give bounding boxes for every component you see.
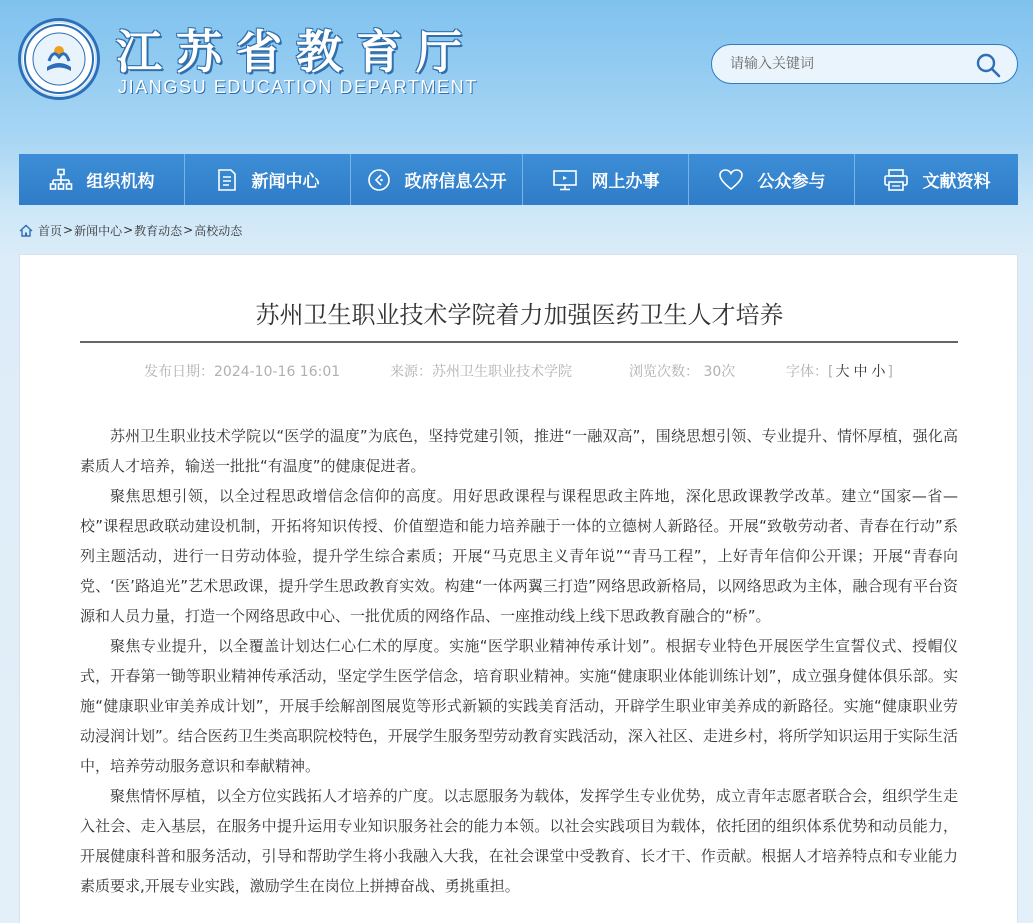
article-paragraph: 聚焦思想引领，以全过程思政增信念信仰的高度。用好思政课程与课程思政主阵地，深化思政课教学改革。建立“国家—省—校”课程思政联动建设机制，开拓将知识传授、价值塑造和能力培养融于一体的立德树人新路径。开展“致敬劳动者、青春在行动”系列主题活动，进行一日劳动体验，提升学生综合素质；开展“马克思主义青年说”“青马工程”，上好青年信仰公开课；开展“青春向党、‘医’路追光”艺术思政课，提升学生思政教育实效。构建“一体两翼三打造”网络思政新格局，以网络思政为主体，融合现有平台资源和人员力量，打造一个网络思政中心、一批优质的网络作品、一座推动线上线下思政教育融合的“桥”。 (80, 487, 958, 625)
nav-item-news[interactable] (185, 154, 351, 205)
breadcrumb (19, 222, 242, 238)
info-disclosure-icon (367, 168, 391, 192)
nav-item-label: 新闻中心 (251, 172, 320, 192)
breadcrumb-university-news[interactable]: 高校动态 (194, 223, 243, 238)
home-icon (19, 224, 33, 237)
nav-item-organization[interactable] (19, 154, 185, 205)
article-panel (19, 254, 1018, 923)
site-logo[interactable] (18, 18, 100, 100)
site-title: 江苏省教育厅 (116, 25, 476, 79)
font-large-button[interactable]: 大 (835, 364, 850, 380)
article-paragraph: 聚焦专业提升，以全覆盖计划达仁心仁术的厚度。实施“医学职业精神传承计划”。根据专业特色开展医学生宣誓仪式、授帽仪式，开春第一锄等职业精神传承活动，坚定学生医学信念，培育职业精神。实施“健康职业体能训练计划”，成立强身健体俱乐部。实施“健康职业审美养成计划”，开展手绘解剖图展览等形式新颖的实践美育活动，开辟学生职业审美养成的新路径。实施“健康职业劳动浸润计划”。结合医药卫生类高职院校特色，开展学生服务型劳动教育实践活动，深入社区、走进乡村，将所学知识运用于实际生活中，培养劳动服务意识和奉献精神。 (80, 637, 958, 775)
breadcrumb-separator: > (183, 223, 194, 237)
breadcrumb-home[interactable]: 首页 (38, 223, 63, 238)
nav-item-label: 网上办事 (591, 172, 660, 192)
breadcrumb-news-center[interactable]: 新闻中心 (74, 223, 123, 238)
view-count: 浏览次数： 30次 (629, 364, 736, 380)
site-subtitle: JIANGSU EDUCATION DEPARTMENT (118, 77, 478, 97)
nav-item-label: 公众参与 (757, 172, 826, 192)
article-title: 苏州卫生职业技术学院着力加强医药卫生人才培养 (255, 301, 784, 329)
printer-icon (883, 168, 909, 192)
education-emblem-icon (21, 21, 97, 97)
org-chart-icon (49, 168, 73, 192)
news-document-icon (216, 168, 238, 192)
heart-icon (718, 168, 744, 192)
article-body (80, 421, 958, 901)
nav-item-documents[interactable] (855, 154, 1018, 205)
nav-item-label: 组织机构 (86, 172, 155, 192)
search-icon[interactable] (975, 52, 1001, 78)
font-bracket-open: [ (828, 364, 834, 380)
site-header (0, 0, 1033, 150)
font-bracket-close: ] (887, 364, 893, 380)
nav-item-label: 文献资料 (922, 172, 991, 192)
search-input[interactable] (730, 45, 970, 83)
nav-item-online-services[interactable] (523, 154, 689, 205)
monitor-icon (552, 168, 578, 192)
nav-item-label: 政府信息公开 (404, 172, 507, 192)
title-divider (80, 341, 958, 343)
font-small-button[interactable]: 小 (871, 364, 886, 380)
article-meta (20, 361, 1019, 379)
breadcrumb-separator: > (123, 223, 134, 237)
article-paragraph: 聚焦情怀厚植，以全方位实践拓人才培养的广度。以志愿服务为载体，发挥学生专业优势，成立青年志愿者联合会，组织学生走入社会、走入基层，在服务中提升运用专业知识服务社会的能力本领。以社会实践项目为载体，依托团的组织体系优势和动员能力，开展健康科普和服务活动，引导和帮助学生将小我融入大我，在社会课堂中受教育、长才干、作贡献。根据人才培养特点和专业能力素质要求,开展专业实践，激励学生在岗位上拼搏奋战、勇挑重担。 (80, 787, 958, 895)
main-nav (19, 154, 1018, 205)
search-box (711, 44, 1018, 84)
article-source: 来源：苏州卫生职业技术学院 (390, 364, 572, 380)
breadcrumb-education-news[interactable]: 教育动态 (134, 223, 183, 238)
article-paragraph: 苏州卫生职业技术学院以“医学的温度”为底色，坚持党建引领，推进“一融双高”，围绕思想引领、专业提升、情怀厚植，强化高素质人才培养，输送一批批“有温度”的健康促进者。 (80, 427, 958, 475)
font-medium-button[interactable]: 中 (853, 364, 868, 380)
breadcrumb-separator: > (63, 223, 74, 237)
nav-item-public-participation[interactable] (689, 154, 855, 205)
publish-date: 发布日期：2024-10-16 16:01 (144, 364, 341, 380)
nav-item-info-disclosure[interactable] (351, 154, 523, 205)
font-size-label: 字体： (786, 364, 828, 380)
font-size-control (786, 361, 893, 381)
